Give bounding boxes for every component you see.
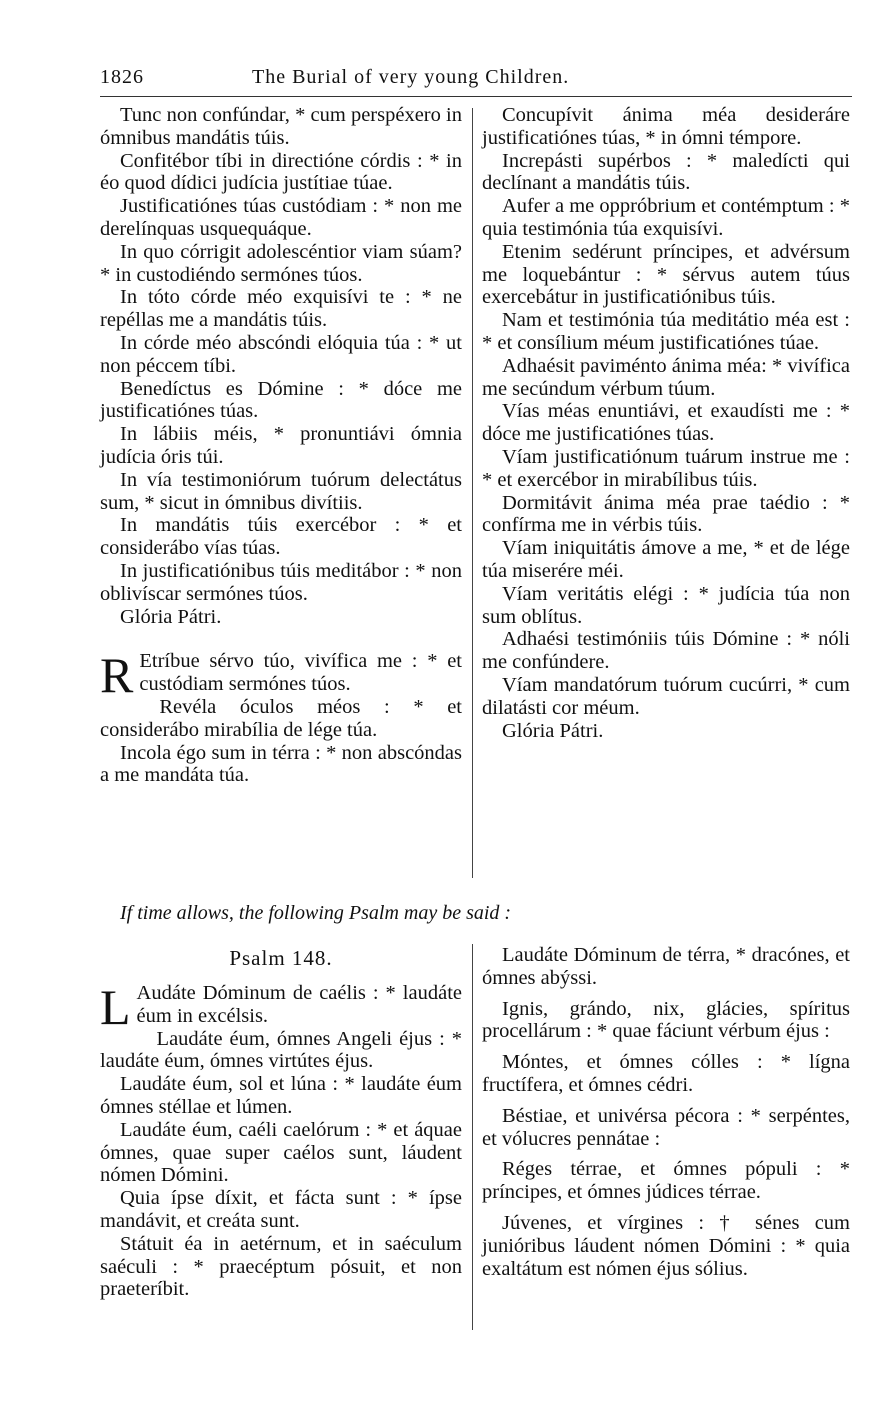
verse: Etríbue sérvo túo, vivífica me : * et custódiam sermónes túos. bbox=[139, 650, 462, 696]
verse: Laudáte éum, caéli caelórum : * et áquae ómnes, quae super caélos sunt, láudent nómen Dómini. bbox=[100, 1118, 462, 1187]
verse: Aufer a me oppróbrium et contémptum : * quia testimónia túa exquisívi. bbox=[482, 195, 850, 240]
verse: Benedíctus es Dómine : * dóce me justificatiónes túas. bbox=[100, 377, 462, 423]
gloria-patri: Glória Pátri. bbox=[120, 605, 222, 628]
verse: Confitébor tíbi in directióne córdis : * in éo quod dídici judícia justítiae túae. bbox=[100, 149, 462, 195]
verse: In lábiis méis, * pronuntiávi ómnia judícia óris túi. bbox=[100, 423, 462, 468]
verse: Nam et testimónia túa meditátio méa est : * et consílium méum justificatiónes túae. bbox=[482, 309, 850, 354]
page-number: 1826 bbox=[100, 66, 144, 88]
verse: Státuit éa in aetérnum, et in saéculum saéculi : * praecéptum pósuit, et non praeteríbit. bbox=[100, 1232, 462, 1301]
header-rule bbox=[100, 96, 852, 97]
verse: Júvenes, et vírgines : † sénes cum junióribus láudent nómen Dómini : * quia exaltátum est nómen éjus sólius. bbox=[482, 1211, 850, 1280]
psalm-title: Psalm 148. bbox=[229, 946, 333, 970]
verse: Víam iniquitátis ámove a me, * et de lége túa miserére méi. bbox=[482, 537, 850, 582]
verse: Ignis, grándo, nix, glácies, spíritus procellárum : * quae fáciunt vérbum éjus : bbox=[482, 997, 850, 1043]
verse: Móntes, et ómnes cólles : * lígna fructífera, et ómnes cédri. bbox=[482, 1051, 850, 1096]
drop-cap-letter: R bbox=[100, 647, 134, 704]
column-divider-bottom bbox=[472, 944, 473, 1330]
verse: In córde méo abscóndi elóquia túa : * ut non péccem tíbi. bbox=[100, 331, 462, 377]
verse: Laudáte éum, ómnes Angeli éjus : * laudáte éum, ómnes virtútes éjus. bbox=[100, 1027, 462, 1073]
verse: Laudáte éum, sol et lúna : * laudáte éum ómnes stéllae et lúmen. bbox=[100, 1073, 462, 1118]
verse: Incola égo sum in térra : * non abscóndas a me mandáta túa. bbox=[100, 741, 462, 787]
verse: In vía testimoniórum tuórum delectátus sum, * sicut in ómnibus divítiis. bbox=[100, 468, 462, 514]
verse: Vías méas enuntiávi, et exaudísti me : * dóce me justificatiónes túas. bbox=[482, 400, 850, 446]
left-column-bottom bbox=[100, 979, 462, 1301]
drop-cap-letter: L bbox=[100, 979, 131, 1035]
rubric: If time allows, the following Psalm may be said : bbox=[120, 902, 512, 924]
verse: Audáte Dóminum de caélis : * laudáte éum in excélsis. bbox=[136, 982, 462, 1027]
verse: In quo córrigit adolescéntior viam súam? * in custodiéndo sermónes túos. bbox=[100, 240, 462, 286]
drop-cap-verse bbox=[100, 979, 462, 1035]
verse: In mandátis túis exercébor : * et considerábo vías túas. bbox=[100, 514, 462, 560]
verse: Laudáte Dóminum de térra, * dracónes, et ómnes abýssi. bbox=[482, 944, 850, 989]
verse: Revéla óculos méos : * et considerábo mirabília de lége túa. bbox=[100, 695, 462, 741]
running-title: The Burial of very young Children. bbox=[252, 66, 570, 88]
verse: In tóto córde méo exquisívi te : * ne repéllas me a mandátis túis. bbox=[100, 286, 462, 332]
right-column-bottom bbox=[482, 944, 850, 1280]
verse: Etenim sedérunt príncipes, et advérsum me loquebántur : * sérvus autem túus exercebátur in justificatiónibus túis. bbox=[482, 240, 850, 309]
verse: Tunc non confúndar, * cum perspéxero in ómnibus mandátis túis. bbox=[100, 104, 462, 149]
page-header bbox=[100, 66, 852, 94]
verse: Adhaési testimóniis túis Dómine : * nóli me confúndere. bbox=[482, 628, 850, 674]
verse: Concupívit ánima méa desideráre justificatiónes túas, * in ómni témpore. bbox=[482, 104, 850, 149]
gloria-patri: Glória Pátri. bbox=[502, 719, 604, 742]
left-column-top bbox=[100, 104, 462, 787]
verse: Béstiae, et univérsa pécora : * serpéntes, et vólucres pennátae : bbox=[482, 1104, 850, 1150]
verse: Víam veritátis elégi : * judícia túa non sum oblítus. bbox=[482, 582, 850, 628]
right-column-top bbox=[482, 104, 850, 742]
verse: Increpásti supérbos : * maledícti qui declínant a mandátis túis. bbox=[482, 149, 850, 195]
verse: In justificatiónibus túis meditábor : * non oblivíscar sermónes túos. bbox=[100, 559, 462, 605]
verse: Adhaésit paviménto ánima méa: * vivífica me secúndum vérbum túum. bbox=[482, 354, 850, 400]
drop-cap-verse bbox=[100, 647, 462, 704]
verse: Víam justificatiónum tuárum instrue me : * et exercébor in mirabílibus túis. bbox=[482, 445, 850, 491]
verse: Víam mandatórum tuórum cucúrri, * cum dilatásti cor méum. bbox=[482, 673, 850, 719]
verse: Réges térrae, et ómnes pópuli : * príncipes, et ómnes júdices térrae. bbox=[482, 1158, 850, 1204]
verse: Justificatiónes túas custódiam : * non me derelínquas usquequáque. bbox=[100, 195, 462, 240]
column-divider-top bbox=[472, 108, 473, 878]
verse: Quia ípse díxit, et fácta sunt : * ípse mandávit, et creáta sunt. bbox=[100, 1187, 462, 1232]
verse: Dormitávit ánima méa prae taédio : * confírma me in vérbis túis. bbox=[482, 491, 850, 537]
